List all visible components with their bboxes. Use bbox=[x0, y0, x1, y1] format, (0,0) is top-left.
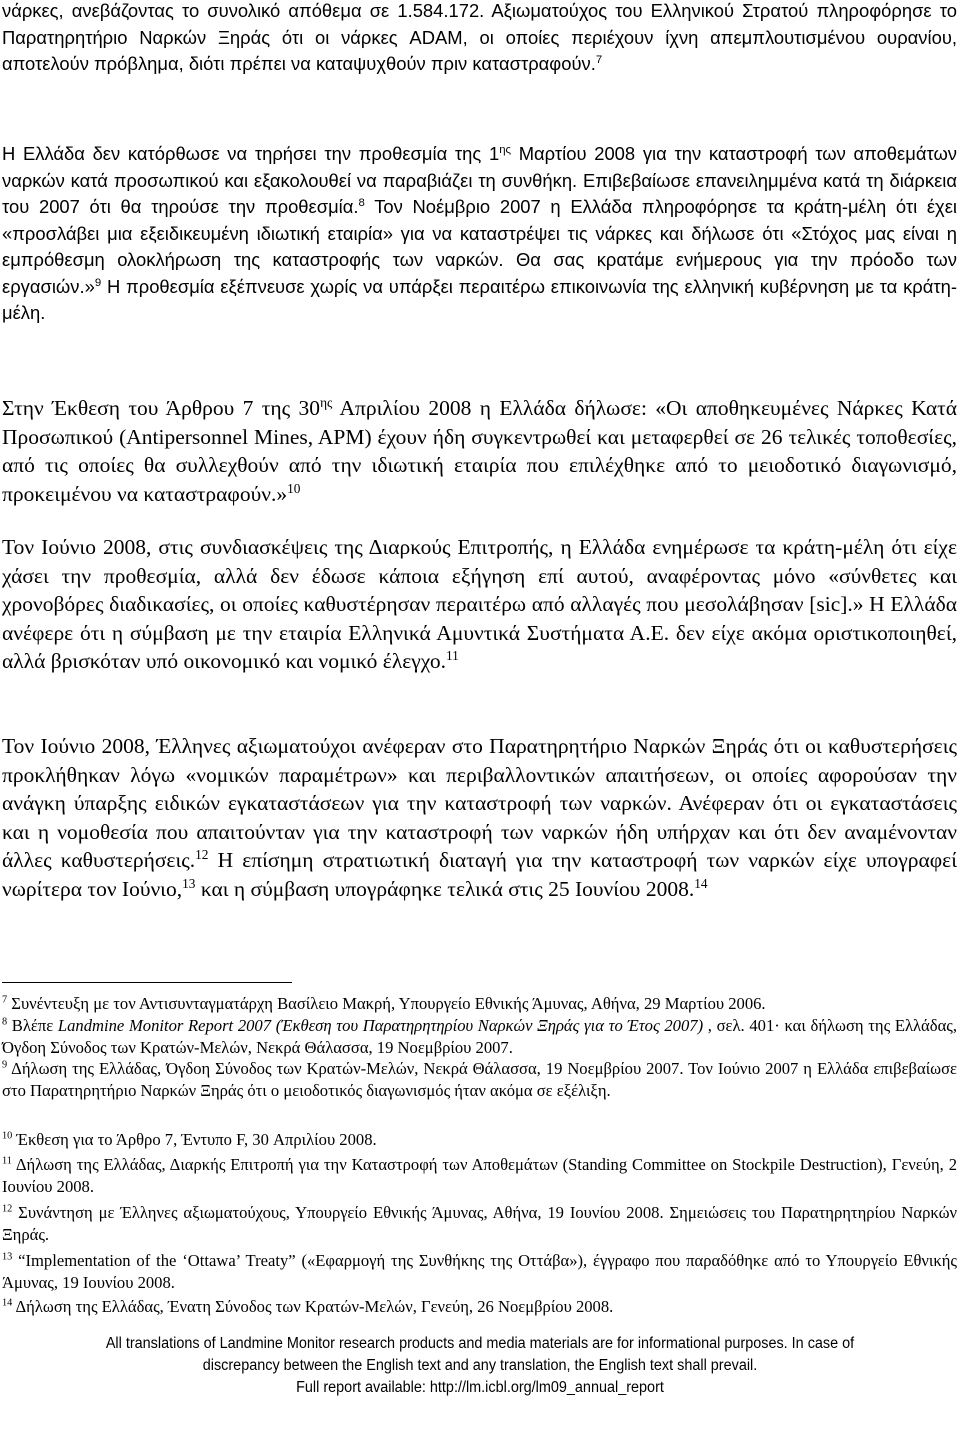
footnote-ref-7[interactable]: 7 bbox=[595, 53, 603, 66]
footnote-divider bbox=[2, 982, 292, 983]
footnote-10: $^{10}$ Έκθεση για το Άρθρο 7, Έντυπο F, 30 Απριλίου 2008. bbox=[2, 1130, 377, 1149]
paragraph-officials-june: Τον Ιούνιο 2008, Έλληνες αξιωματούχοι ανέφεραν στο Παρατηρητήριο Ναρκών Ξηράς ότι οι καθυστερήσεις προκλήθηκαν λόγω «νομικών παραμέτρων» και περιβαλλοντικών απαιτήσεων, οι οποίες αφορούσαν την ανάγκη ύπαρξης ειδικών εγκαταστάσεων για την καταστροφή των ναρκών. Ανέφεραν ότι οι εγκαταστάσεις και η νομοθεσία που απαιτούνταν για την καταστροφή των ναρκών ήδη υπήρχαν και ότι δεν αναμένονταν άλλες καθυστερήσεις.$^{12}$ Η επίσημη στρατιωτική διαταγή για την καταστροφή των ναρκών είχε υπογραφεί νωρίτερα τον Ιούνιο,$^{13}$ και η σύμβαση υπογράφηκε τελικά στις 25 Ιουνίου 2008.14 bbox=[2, 734, 957, 901]
footnote-ref-14[interactable]: 14 bbox=[694, 875, 708, 891]
paragraph-stockpile: νάρκες, ανεβάζοντας το συνολικό απόθεμα σε 1.584.172. Αξιωματούχος του Ελληνικού Στρατού πληροφόρησε το Παρατηρητήριο Ναρκών Ξηράς ότι οι νάρκες ADAM, οι οποίες περιέχουν ίχνη απεμπλουτισμένου ουρανίου, αποτελούν πρόβλημα, διότι πρέπει να καταψυχθούν πριν καταστραφούν.$^7$ bbox=[2, 0, 957, 74]
footnote-7: $^7$ Συνέντευξη με τον Αντισυνταγματάρχη Βασίλειο Μακρή, Υπουργείο Εθνικής Άμυνας, Αθήνα, 29 Μαρτίου 2006. bbox=[2, 994, 766, 1013]
footnote-ref-11[interactable]: 11 bbox=[445, 647, 459, 663]
footnote-12: $^{12}$ Συνάντηση με Έλληνες αξιωματούχους, Υπουργείο Εθνικής Άμυνας, Αθήνα, 19 Ιουνίου 2008. Σημειώσεις του Παρατηρητηρίου Ναρκών Ξηράς. bbox=[2, 1203, 957, 1244]
disclaimer-line-1: All translations of Landmine Monitor research products and media materials are for informational purposes. In case of bbox=[105, 1335, 855, 1352]
disclaimer-line-2: discrepancy between the English text and any translation, the English text shall prevail. bbox=[202, 1357, 758, 1374]
footnote-11: $^{11}$ Δήλωση της Ελλάδας, Διαρκής Επιτροπή για την Καταστροφή των Αποθεμάτων (Standing Committee on Stockpile Destruction), Γενεύη, 2 Ιουνίου 2008. bbox=[2, 1155, 957, 1196]
footnote-ref-13[interactable]: 13 bbox=[182, 875, 196, 891]
footnote-9: $^9$ Δήλωση της Ελλάδας, Όγδοη Σύνοδος των Κρατών-Μελών, Νεκρά Θάλασσα, 19 Νοεμβρίου 2007. Τον Ιούνιο 2007 η Ελλάδα επιβεβαίωσε στο Παρατηρητήριο Ναρκών Ξηράς ότι ο μειοδοτικός διαγωνισμός ήταν ακόμα σε εξέλιξη. bbox=[2, 1059, 957, 1100]
footnote-ref-9[interactable]: 9 bbox=[94, 276, 102, 289]
footnote-13: $^{13}$ “Implementation of the ‘Ottawa’ Treaty” («Εφαρμογή της Συνθήκης της Οττάβα»), έγγραφο που παραδόθηκε από το Υπουργείο Εθνικής Άμυνας, 19 Ιουνίου 2008. bbox=[2, 1251, 957, 1292]
paragraph-article7-report: Στην Έκθεση του Άρθρου 7 της $30^{\eta\varsigma}$ Απριλίου 2008 η Ελλάδα δήλωσε: «Οι αποθηκευμένες Νάρκες Κατά Προσωπικού (Antipersonnel Mines, APM) έχουν ήδη συγκεντρωθεί και μεταφερθεί σε 26 τελικές τοποθεσίες, από τις οποίες θα συλλεχθούν από την ιδιωτική εταιρία που επιλέχθηκε από το μειοδοτικό διαγωνισμό, προκειμένου να καταστραφούν.»$^{10}$ bbox=[2, 394, 957, 506]
footnote-14: $^{14}$ Δήλωση της Ελλάδας, Ένατη Σύνοδος των Κρατών-Μελών, Γενεύη, 26 Νοεμβρίου 2008. bbox=[2, 1297, 614, 1316]
footnote-8: $^8$ Βλέπε Landmine Monitor Report 2007 (Έκθεση του Παρατηρητηρίου Ναρκών Ξηράς για το Έτος 2007) , σελ. 401· και δήλωση της Ελλάδας, Όγδοη Σύνοδος των Κρατών-Μελών, Νεκρά Θάλασσα, 19 Νοεμβρίου 2007. bbox=[2, 1016, 957, 1057]
footnote-ref-8[interactable]: 8 bbox=[358, 196, 365, 209]
footnote-ref-10[interactable]: 10 bbox=[287, 480, 301, 496]
translation-disclaimer bbox=[34, 1333, 927, 1399]
paragraph-standing-committee: Τον Ιούνιο 2008, στις συνδιασκέψεις της Διαρκούς Επιτροπής, η Ελλάδα ενημέρωσε τα κράτη-μέλη ότι είχε χάσει την προθεσμία, αλλά δεν έδωσε κάποια εξήγηση επί αυτού, αναφέροντας μόνο «σύνθετες και χρονοβόρες διαδικασίες, οι οποίες καθυστέρησαν περαιτέρω από αλλαγές που μεσολάβησαν [sic].» Η Ελλάδα ανέφερε ότι η σύμβαση με την εταιρία Ελληνικά Αμυντικά Συστήματα Α.Ε. δεν είχε ακόμα οριστικοποιηθεί, αλλά βρισκόταν υπό οικονομικό και νομικό έλεγχο.$^{11}$ bbox=[2, 535, 957, 673]
ordinal-suffix: ης bbox=[320, 394, 333, 410]
full-report-link[interactable]: Full report available: http://lm.icbl.org/lm09_annual_report bbox=[296, 1379, 664, 1396]
paragraph-deadline: Η Ελλάδα δεν κατόρθωσε να τηρήσει την προθεσμία της $1^{\eta\varsigma}$ Μαρτίου 2008 για την καταστροφή των αποθεμάτων ναρκών κατά προσωπικού και εξακολουθεί να παραβιάζει τη συνθήκη. Επιβεβαίωσε επανειλημμένα κατά τη διάρκεια του 2007 ότι θα τηρούσε την προθεσμία.$^8$ Τον Νοέμβριο 2007 η Ελλάδα πληροφόρησε τα κράτη-μέλη ότι έχει «προσλάβει μια εξειδικευμένη ιδιωτική εταιρία» για να καταστρέψει τις νάρκες και δήλωσε ότι «Στόχος μας είναι η εμπρόθεσμη ολοκλήρωση της καταστροφής των ναρκών. Θα σας κρατάμε ενήμερους για την πρόοδο των εργασιών.»$^9$ Η προθεσμία εξέπνευσε χωρίς να υπάρξει περαιτέρω επικοινωνία της ελληνική κυβέρνηση με τα κράτη-μέλη. bbox=[2, 143, 958, 323]
report-title: Landmine Monitor Report 2007 (Έκθεση του Παρατηρητηρίου Ναρκών Ξηράς για το Έτος 2007) bbox=[57, 1016, 704, 1035]
footnote-ref-12[interactable]: 12 bbox=[195, 846, 209, 862]
ordinal-suffix: ης bbox=[499, 143, 512, 156]
